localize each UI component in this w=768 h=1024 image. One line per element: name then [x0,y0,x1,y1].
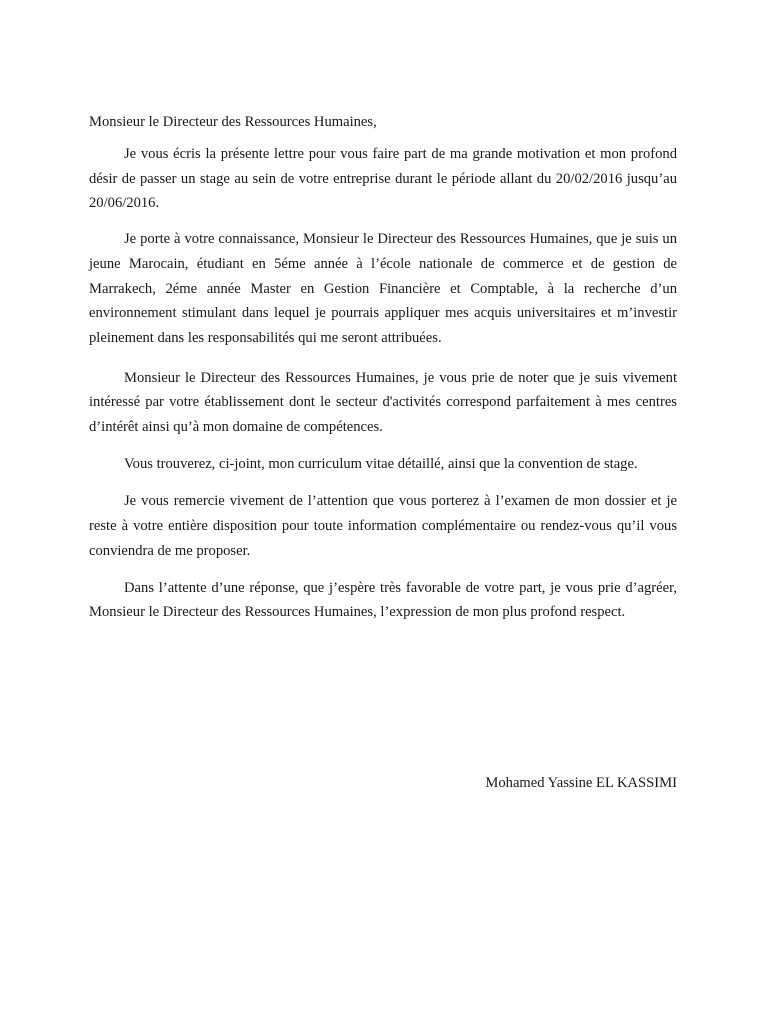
letter-paragraph-attachments: Vous trouverez, ci-joint, mon curriculum vitae détaillé, ainsi que la convention de stage. [124,455,638,472]
letter-paragraph-closing: Dans l’attente d’une réponse, que j’espère très favorable de votre part, je vous prie d’agréer, Monsieur le Directeur des Ressources Humaines, l’expression de mon plus profond respect. [89,579,677,621]
letter-body [89,111,677,625]
letter-paragraph-profile: Je porte à votre connaissance, Monsieur le Directeur des Ressources Humaines, que je suis un jeune Marocain, étudiant en 5éme année à l’école nationale de commerce et de gestion de Marrakech, 2éme année Master en Gestion Financière et Comptable, à la recherche d’un environnement stimulant dans lequel je pourrais appliquer mes acquis universitaires et m’investir pleinement dans les responsabilités qui me seront attribuées. [89,231,677,346]
letter-paragraph-internship-request: Je vous écris la présente lettre pour vous faire part de ma grande motivation et mon profond désir de passer un stage au sein de votre entreprise durant le période allant du 20/02/2016 jusqu’au 20/06/2016. [89,146,677,212]
letter-salutation: Monsieur le Directeur des Ressources Humaines, [89,114,377,130]
letter-signature: Mohamed Yassine EL KASSIMI [485,775,677,791]
letter-paragraph-interest: Monsieur le Directeur des Ressources Humaines, je vous prie de noter que je suis vivement intéressé par votre établissement dont le secteur d'activités correspond parfaitement à mes centres d’intérêt ainsi qu’à mon domaine de compétences. [89,369,677,436]
letter-paragraph-thanks: Je vous remercie vivement de l’attention que vous porterez à l’examen de mon dossier et je reste à votre entière disposition pour toute information complémentaire ou rendez-vous qu’il vous conviendra de me proposer. [89,493,677,559]
